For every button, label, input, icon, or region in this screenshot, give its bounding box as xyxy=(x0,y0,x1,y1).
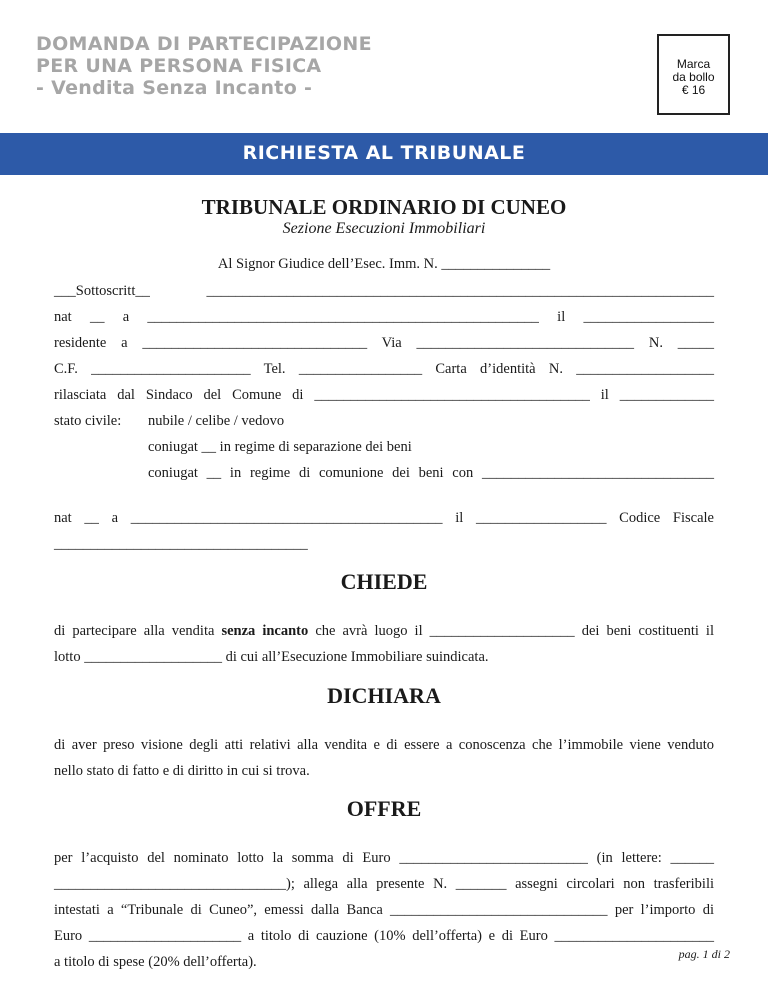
civil-status-option-2: coniugat __ in regime di separazione dei beni xyxy=(148,439,412,455)
header-line-3: - Vendita Senza Incanto - xyxy=(36,77,313,99)
banner-band xyxy=(0,133,768,175)
id-line: C.F. ______________________ Tel. _________________ Carta d’identità N. ___________________ xyxy=(54,361,714,377)
offre-line-5: a titolo di spese (20% dell’offerta). xyxy=(54,954,257,970)
addressee-line: Al Signor Giudice dell’Esec. Imm. N. _______________ xyxy=(217,256,551,272)
chiede-line-1 xyxy=(54,623,714,640)
civil-status-option-1: nubile / celibe / vedovo xyxy=(148,413,285,429)
spouse-cf-line: ___________________________________ xyxy=(54,536,308,552)
spouse-birth-line: nat __ a ___________________________________________ il __________________ Codice Fiscale xyxy=(54,510,714,526)
chiede-line-2: lotto ___________________ di cui all’Esecuzione Immobiliare suindicata. xyxy=(54,649,489,665)
offre-line-3: intestati a “Tribunale di Cuneo”, emessi dalla Banca ______________________________ per l’importo di xyxy=(54,902,714,918)
page-number: pag. 1 di 2 xyxy=(678,947,730,961)
chiede-line-1-a: di partecipare alla vendita xyxy=(54,623,222,639)
header-line-1: DOMANDA DI PARTECIPAZIONE xyxy=(36,33,372,55)
offre-line-2: ________________________________); allega alla presente N. _______ assegni circolari non trasferibili xyxy=(54,876,714,892)
form-header xyxy=(36,33,372,99)
offre-heading: OFFRE xyxy=(346,796,422,821)
stamp-line-1: Marca xyxy=(676,57,711,71)
revenue-stamp-box xyxy=(657,34,730,115)
court-section: Sezione Esecuzioni Immobiliari xyxy=(282,220,486,237)
birth-line: nat __ a ______________________________________________________ il __________________ xyxy=(54,309,714,325)
issued-line: rilasciata dal Sindaco del Comune di ______________________________________ il _____________ xyxy=(54,387,714,403)
chiede-heading: CHIEDE xyxy=(340,569,428,594)
header-line-2: PER UNA PERSONA FISICA xyxy=(36,55,322,77)
civil-status-option-3: coniugat __ in regime di comunione dei beni con ________________________________ xyxy=(148,465,714,481)
stamp-line-3: € 16 xyxy=(681,83,706,97)
offre-line-1: per l’acquisto del nominato lotto la somma di Euro __________________________ (in lettere: ______ xyxy=(54,850,714,866)
stamp-line-2: da bollo xyxy=(672,70,715,84)
chiede-bold-text: senza incanto xyxy=(221,623,309,639)
dichiara-line-1: di aver preso visione degli atti relativi alla vendita e di essere a conoscenza che l’immobile viene venduto xyxy=(54,737,714,753)
banner-title: RICHIESTA AL TRIBUNALE xyxy=(242,142,526,164)
civil-status-row xyxy=(54,413,714,430)
chiede-line-1-b: che avrà luogo il ____________________ dei beni costituenti il xyxy=(308,623,714,639)
residence-line: residente a _______________________________ Via ______________________________ N. _____ xyxy=(54,335,714,351)
dichiara-line-2: nello stato di fatto e di diritto in cui si trova. xyxy=(54,763,310,779)
offre-line-4: Euro _____________________ a titolo di cauzione (10% dell’offerta) e di Euro ______________________ xyxy=(54,928,714,944)
court-title: TRIBUNALE ORDINARIO DI CUNEO xyxy=(201,195,567,219)
dichiara-heading: DICHIARA xyxy=(327,683,441,708)
civil-status-label: stato civile: xyxy=(54,413,122,429)
signer-line: ___Sottoscritt__ ______________________________________________________________________ xyxy=(54,283,714,299)
